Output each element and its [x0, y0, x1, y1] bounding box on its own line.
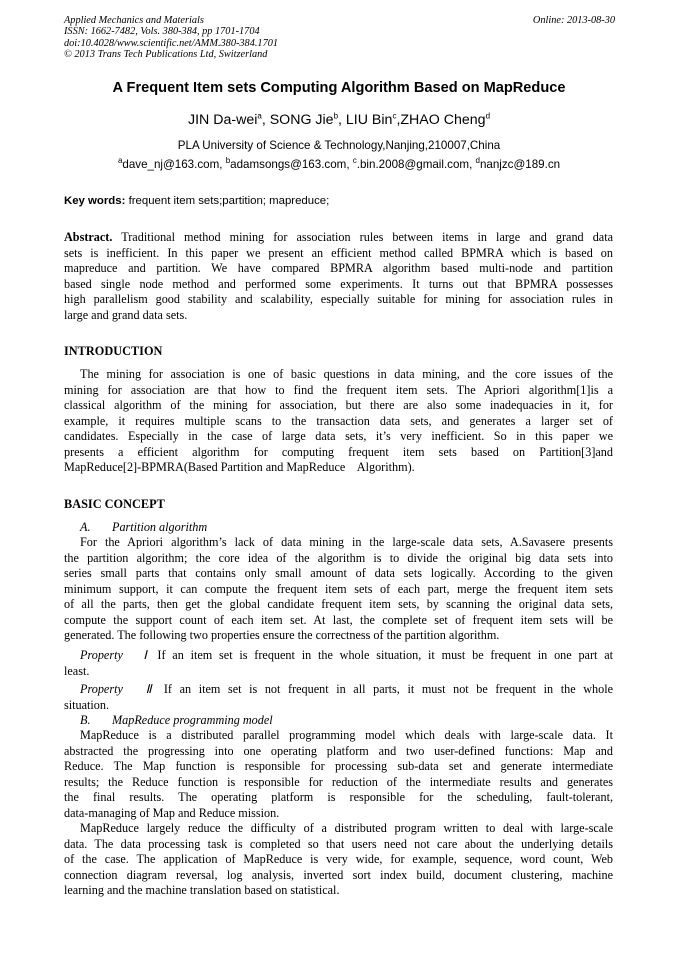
paragraph-line: For the Apriori algorithm’s lack of data mining in the large-scale data sets, A.Savasere presents	[80, 535, 613, 549]
author-separator: ,	[261, 112, 270, 128]
paragraph-line: of the case. The application of MapReduce is very wide, for example, sequence, word count, Web	[64, 852, 613, 866]
section-heading-introduction: INTRODUCTION	[64, 344, 163, 358]
paragraph-line: results; the Reduce function is responsible for reduction of the intermediate results and generates	[64, 774, 613, 789]
paragraph-line: MapReduce largely reduce the difficulty of a distributed program written to deal with large-scale	[80, 821, 613, 835]
paragraph-line: the final results. The operating platform is responsible for the scheduling, fault-tolerant,	[64, 790, 613, 804]
author-separator: ,	[338, 112, 346, 128]
paragraph-line: The mining for association is one of basic questions in data mining, and the core issues of the	[80, 367, 613, 381]
author-mark: c	[392, 111, 397, 121]
subsection-title: Partition algorithm	[112, 520, 208, 534]
subsection-label: A.	[80, 520, 91, 534]
property-one	[64, 648, 613, 679]
paragraph-line: compute the support count of each item set. At last, the complete set of frequent item sets will be	[64, 612, 613, 627]
issn-line: ISSN: 1662-7482, Vols. 380-384, pp 1701-1704	[64, 26, 260, 38]
author-name: LIU Bin	[345, 112, 393, 128]
abstract-line: mapreduce and partition. We have compared BPMRA algorithm based multi-node and partition	[64, 261, 613, 275]
affiliation: PLA University of Science & Technology,Nanjing,210007,China	[177, 139, 501, 152]
email-mark: b	[225, 156, 231, 166]
email-mark: d	[475, 156, 480, 166]
author-mark: d	[485, 111, 491, 121]
subsection-a-heading	[80, 520, 207, 535]
paragraph-line: MapReduce[2]-BPMRA(Based Partition and MapReduce Algorithm).	[64, 460, 415, 474]
mapreduce-paragraph-2	[64, 821, 613, 899]
author-mark: a	[257, 111, 262, 121]
online-date: Online: 2013-08-30	[532, 15, 615, 26]
email-mark: c	[352, 156, 357, 166]
property-label: Property Ⅱ	[80, 682, 157, 696]
paragraph-line: candidates. Especially in the case of large data sets, it’s very inefficient. So in this paper we	[64, 429, 613, 443]
subsection-title: MapReduce programming model	[112, 713, 273, 727]
author-mark: b	[333, 111, 339, 121]
abstract-line: sets is inefficient. In this paper we present an efficient method called BPMRA which is based on	[64, 245, 613, 260]
keywords	[64, 195, 329, 207]
author-name: ZHAO Cheng	[400, 112, 486, 128]
email-address: dave_nj@163.com,	[122, 158, 226, 171]
paragraph-line: series small parts that contains only small amount of data sets logically. According to the given	[64, 566, 613, 580]
paragraph-line: the partition algorithm; the core idea of the algorithm is to divide the original big data sets into	[64, 550, 613, 565]
abstract-line: high parallelism good stability and scalability, especially suitable for mining for association rules in	[64, 292, 613, 306]
paragraph-line: generated. The following two properties ensure the correctness of the partition algorithm.	[64, 628, 500, 642]
email-address: adamsongs@163.com,	[230, 158, 353, 171]
paragraph-line: situation.	[64, 697, 110, 712]
paper-title: A Frequent Item sets Computing Algorithm Based on MapReduce	[112, 80, 566, 96]
property-two	[64, 682, 613, 713]
section-heading-basic-concept: BASIC CONCEPT	[64, 497, 165, 511]
abstract-label: Abstract.	[64, 230, 113, 244]
email-address: .bin.2008@gmail.com,	[356, 158, 476, 171]
abstract	[64, 230, 613, 323]
paragraph-line: data. The data processing task is completed so that users need not care about the underlying details	[64, 836, 613, 851]
paragraph-line: Property Ⅰ If an item set is frequent in the whole situation, it must be frequent in one part at	[80, 648, 613, 662]
paragraph-line: presents a efficient algorithm for computing frequent item sets based on Partition[3]and	[64, 444, 613, 459]
paragraph-line: least.	[64, 663, 90, 678]
paragraph-line: example, it requires multiple scans to the transaction data sets, and generates a larger set of	[64, 413, 613, 428]
paragraph-line: connection diagram reversal, log analysis, inverted sort index build, document clustering, machine	[64, 867, 613, 882]
partition-paragraph	[64, 535, 613, 644]
paragraph-line: of all the parts, then get the global candidate frequent item sets, by scanning the original data sets,	[64, 597, 613, 611]
property-label: Property Ⅰ	[80, 648, 151, 662]
paragraph-line: Reduce. The Map function is responsible for processing sub-data set and generate intermediate	[64, 759, 613, 773]
paragraph-line: classical algorithm of the mining for association, but there are also some inadequacies in it, for	[64, 398, 613, 412]
paragraph-line: abstracted the progressing into one operating platform and two user-defined functions: Map and	[64, 743, 613, 758]
email-address: nanjzc@189.cn	[479, 158, 561, 171]
subsection-b-heading	[80, 713, 273, 728]
keywords-label: Key words:	[64, 195, 126, 207]
abstract-line: based single node method and performed some experiments. It turns out that BPMRA possesses	[64, 276, 613, 291]
paragraph-line: mining for association are that how to find the frequent item sets. The Apriori algorithm[1]is a	[64, 382, 613, 397]
author-separator: ,	[396, 112, 401, 128]
email-list	[0, 158, 678, 171]
mapreduce-paragraph-1	[64, 728, 613, 821]
paragraph-line: MapReduce is a distributed parallel programming model which deals with large-scale data. It	[80, 728, 613, 742]
abstract-line: large and grand data sets.	[64, 307, 188, 322]
author-list	[0, 112, 678, 128]
copyright-line: © 2013 Trans Tech Publications Ltd, Switzerland	[64, 48, 268, 60]
abstract-line: Abstract. Traditional method mining for association rules between items in large and grand data	[64, 230, 613, 244]
doi-line: doi:10.4028/www.scientific.net/AMM.380-384.1701	[64, 37, 279, 49]
email-mark: a	[117, 156, 123, 166]
introduction-paragraph	[64, 367, 613, 476]
author-name: SONG Jie	[269, 112, 334, 128]
journal-name: Applied Mechanics and Materials	[64, 15, 204, 26]
author-name: JIN Da-wei	[187, 112, 258, 128]
paragraph-line: data-managing of Map and Reduce mission.	[64, 805, 280, 820]
subsection-label: B.	[80, 713, 91, 727]
paragraph-line: minimum support, it can compute the frequent item sets of each part, merge the frequent item sets	[64, 581, 613, 596]
keywords-text: frequent item sets;partition; mapreduce;	[125, 195, 330, 207]
journal-header	[64, 15, 278, 60]
paragraph-line: learning and the machine translation based on statistical.	[64, 883, 340, 897]
paragraph-line: Property Ⅱ If an item set is not frequent in all parts, it must not be frequent in the whole	[80, 682, 613, 696]
